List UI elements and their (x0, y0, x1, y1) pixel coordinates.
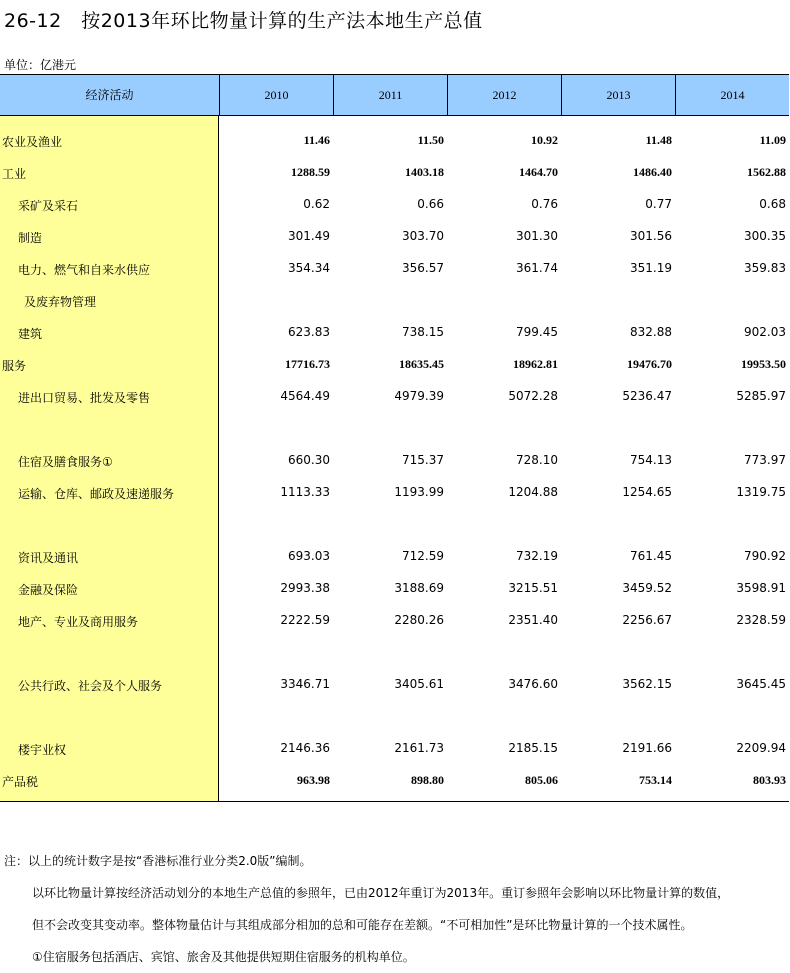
cell-value: 799.45 (516, 325, 558, 339)
cell-value: 2280.26 (394, 613, 444, 627)
table-row (0, 322, 789, 342)
cell-value: 728.10 (516, 453, 558, 467)
page-title: 26-12 按2013年环比物量计算的生产法本地生产总值 (4, 10, 483, 32)
cell-value: 2351.40 (508, 613, 558, 627)
cell-value: 963.98 (297, 773, 330, 787)
cell-value: 902.03 (744, 325, 786, 339)
cell-value: 693.03 (288, 549, 330, 563)
cell-value: 1464.70 (519, 165, 558, 179)
cell-value: 2161.73 (394, 741, 444, 755)
cell-value: 4564.49 (280, 389, 330, 403)
table-row (0, 578, 789, 598)
table-row (0, 770, 789, 790)
cell-value: 738.15 (402, 325, 444, 339)
cell-value: 3215.51 (508, 581, 558, 595)
cell-value: 761.45 (630, 549, 672, 563)
cell-value: 19476.70 (627, 357, 672, 371)
cell-value: 300.35 (744, 229, 786, 243)
cell-value: 2328.59 (736, 613, 786, 627)
cell-value: 19953.50 (741, 357, 786, 371)
cell-value: 1486.40 (633, 165, 672, 179)
cell-value: 11.46 (303, 133, 330, 147)
cell-value: 773.97 (744, 453, 786, 467)
cell-value: 2222.59 (280, 613, 330, 627)
cell-value: 356.57 (402, 261, 444, 275)
row-label: 产品税 (2, 775, 39, 789)
cell-value: 3346.71 (280, 677, 330, 691)
cell-value: 0.66 (417, 197, 444, 211)
cell-value: 351.19 (630, 261, 672, 275)
row-label: 公共行政、社会及个人服务 (18, 679, 163, 693)
cell-value: 1204.88 (508, 485, 558, 499)
table-row (0, 482, 789, 502)
row-label: 地产、专业及商用服务 (18, 615, 139, 629)
cell-value: 3645.45 (736, 677, 786, 691)
cell-value: 5285.97 (736, 389, 786, 403)
cell-value: 712.59 (402, 549, 444, 563)
table-row (0, 354, 789, 374)
table-bottom-border (0, 801, 789, 802)
cell-value: 3188.69 (394, 581, 444, 595)
cell-value: 11.48 (645, 133, 672, 147)
cell-value: 1113.33 (280, 485, 330, 499)
table-row (0, 386, 789, 406)
table-row (0, 546, 789, 566)
cell-value: 3405.61 (394, 677, 444, 691)
cell-value: 732.19 (516, 549, 558, 563)
table-row (0, 226, 789, 246)
cell-value: 3598.91 (736, 581, 786, 595)
cell-value: 832.88 (630, 325, 672, 339)
note-line: 以环比物量计算按经济活动划分的本地生产总值的参照年，已由2012年重订为2013年。重订参照年会影响以环比物量计算的数值， (32, 886, 730, 900)
table-row (0, 290, 789, 310)
cell-value: 1319.75 (736, 485, 786, 499)
cell-value: 2191.66 (622, 741, 672, 755)
row-label: 制造 (18, 231, 43, 245)
cell-value: 17716.73 (285, 357, 330, 371)
cell-value: 18962.81 (513, 357, 558, 371)
table-row (0, 450, 789, 470)
note-line: ①住宿服务包括酒店、宾馆、旅舍及其他提供短期住宿服务的机构单位。 (32, 950, 415, 964)
table-row (0, 130, 789, 150)
cell-value: 1193.99 (394, 485, 444, 499)
cell-value: 790.92 (744, 549, 786, 563)
row-label: 工业 (2, 167, 27, 181)
header-activity: 经济活动 (85, 88, 134, 102)
row-label: 及废弃物管理 (24, 295, 97, 309)
table-row (0, 258, 789, 278)
cell-value: 3459.52 (622, 581, 672, 595)
cell-value: 303.70 (402, 229, 444, 243)
cell-value: 5236.47 (622, 389, 672, 403)
cell-value: 301.49 (288, 229, 330, 243)
cell-value: 753.14 (639, 773, 672, 787)
table-header (0, 74, 789, 116)
cell-value: 11.09 (759, 133, 786, 147)
cell-value: 2256.67 (622, 613, 672, 627)
cell-value: 623.83 (288, 325, 330, 339)
cell-value: 5072.28 (508, 389, 558, 403)
cell-value: 301.56 (630, 229, 672, 243)
footnotes (4, 845, 729, 973)
cell-value: 0.77 (645, 197, 672, 211)
table-row (0, 738, 789, 758)
cell-value: 898.80 (411, 773, 444, 787)
cell-value: 715.37 (402, 453, 444, 467)
cell-value: 354.34 (288, 261, 330, 275)
table-row (0, 674, 789, 694)
header-year-2012: 2012 (447, 75, 561, 115)
cell-value: 11.50 (417, 133, 444, 147)
cell-value: 2209.94 (736, 741, 786, 755)
cell-value: 18635.45 (399, 357, 444, 371)
table-row (0, 162, 789, 182)
cell-value: 0.62 (303, 197, 330, 211)
header-year-2014: 2014 (675, 75, 789, 115)
row-label: 运输、仓库、邮政及速递服务 (18, 487, 175, 501)
header-year-2010: 2010 (219, 75, 333, 115)
cell-value: 1288.59 (291, 165, 330, 179)
row-label: 进出口贸易、批发及零售 (18, 391, 151, 405)
row-label: 楼宇业权 (18, 743, 67, 757)
note-line: 但不会改变其变动率。整体物量估计与其组成部分相加的总和可能存在差额。“不可相加性”是环比物量计算的一个技术属性。 (32, 918, 693, 932)
row-label: 服务 (2, 359, 27, 373)
row-label: 农业及渔业 (2, 135, 63, 149)
header-year-2013: 2013 (561, 75, 675, 115)
row-label: 电力、燃气和自来水供应 (18, 263, 151, 277)
cell-value: 660.30 (288, 453, 330, 467)
table-row (0, 194, 789, 214)
cell-value: 1562.88 (747, 165, 786, 179)
cell-value: 2185.15 (508, 741, 558, 755)
cell-value: 301.30 (516, 229, 558, 243)
cell-value: 10.92 (531, 133, 558, 147)
cell-value: 1403.18 (405, 165, 444, 179)
header-year-2011: 2011 (333, 75, 447, 115)
cell-value: 803.93 (753, 773, 786, 787)
cell-value: 359.83 (744, 261, 786, 275)
row-label: 采矿及采石 (18, 199, 79, 213)
cell-value: 0.68 (759, 197, 786, 211)
cell-value: 3562.15 (622, 677, 672, 691)
cell-value: 4979.39 (394, 389, 444, 403)
table-row (0, 610, 789, 630)
row-label: 金融及保险 (18, 583, 79, 597)
row-label: 住宿及膳食服务① (18, 455, 113, 469)
cell-value: 0.76 (531, 197, 558, 211)
row-label: 资讯及通讯 (18, 551, 79, 565)
cell-value: 2993.38 (280, 581, 330, 595)
unit-label: 单位：亿港元 (4, 58, 77, 72)
cell-value: 1254.65 (622, 485, 672, 499)
cell-value: 3476.60 (508, 677, 558, 691)
cell-value: 361.74 (516, 261, 558, 275)
cell-value: 754.13 (630, 453, 672, 467)
cell-value: 805.06 (525, 773, 558, 787)
row-label: 建筑 (18, 327, 43, 341)
cell-value: 2146.36 (280, 741, 330, 755)
note-line: 注：以上的统计数字是按“香港标准行业分类2.0版”编制。 (4, 854, 312, 868)
